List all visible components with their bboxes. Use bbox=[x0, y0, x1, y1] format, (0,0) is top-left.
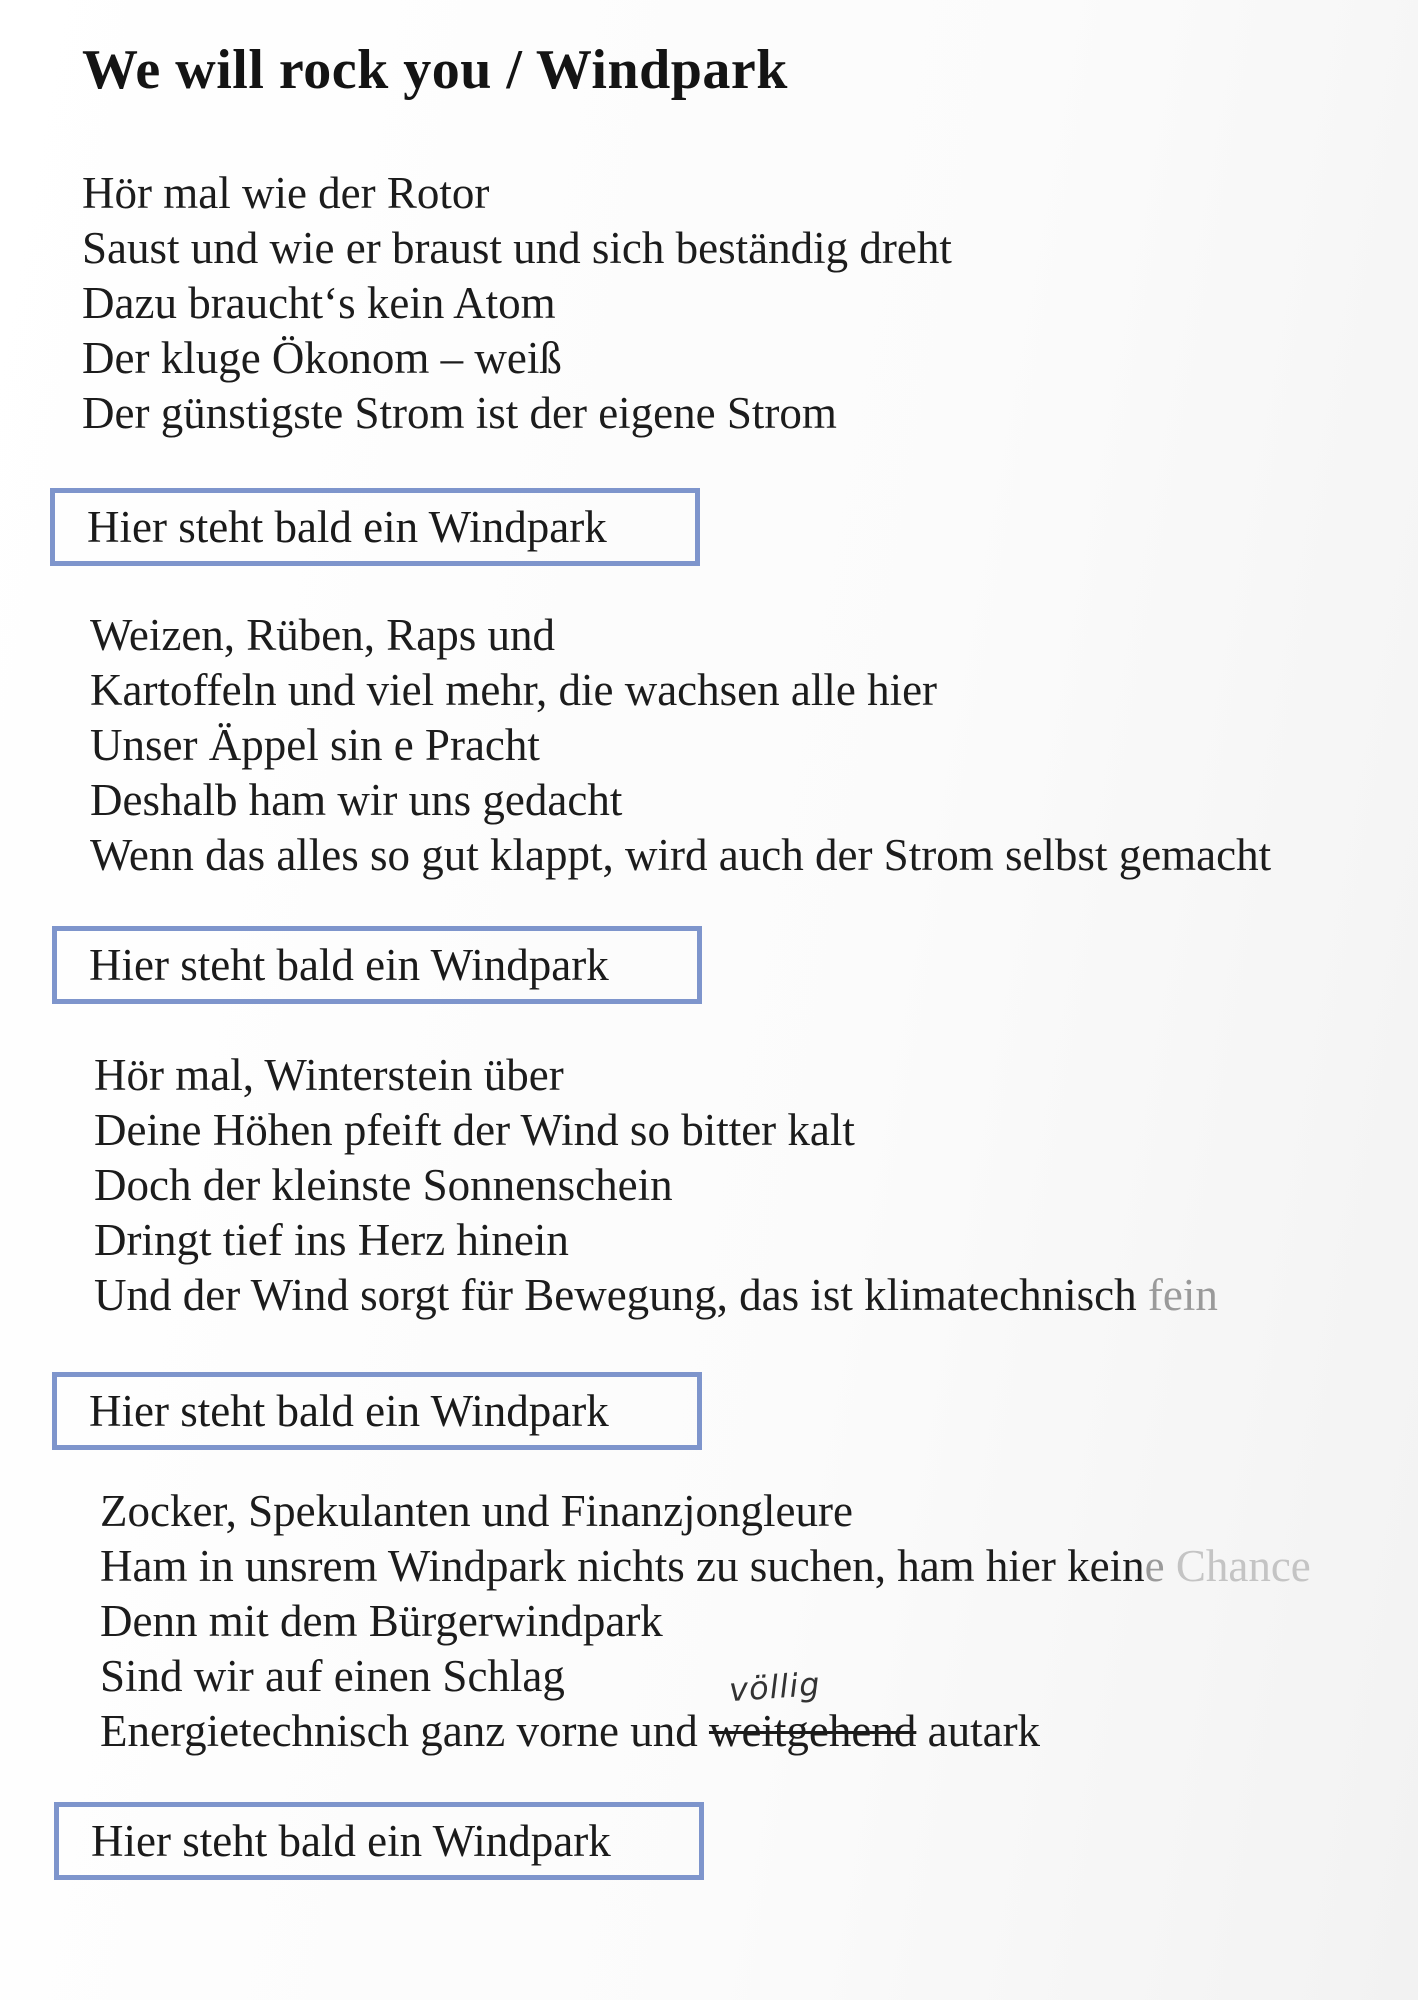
chorus-box bbox=[52, 926, 702, 1004]
chorus-text: Hier steht bald ein Windpark bbox=[89, 940, 609, 990]
chorus-text: Hier steht bald ein Windpark bbox=[91, 1816, 611, 1866]
verse-line-text: autark bbox=[916, 1706, 1041, 1756]
verse-line: Der kluge Ökonom – weiß bbox=[82, 333, 562, 383]
handwritten-correction: völlig bbox=[727, 1664, 822, 1710]
verse-line-text: Energietechnisch ganz vorne und bbox=[100, 1706, 709, 1756]
verse-line: Hör mal, Winterstein über bbox=[94, 1050, 564, 1100]
chorus-text: Hier steht bald ein Windpark bbox=[87, 502, 607, 552]
chorus-box bbox=[52, 1372, 702, 1450]
verse-line: Sind wir auf einen Schlag bbox=[100, 1651, 565, 1701]
verse-line: Kartoffeln und viel mehr, die wachsen alle hier bbox=[90, 665, 938, 715]
chorus-text: Hier steht bald ein Windpark bbox=[89, 1386, 609, 1436]
faded-word: fein bbox=[1147, 1270, 1218, 1320]
verse-2 bbox=[90, 608, 1271, 883]
verse-line: Saust und wie er braust und sich beständig dreht bbox=[82, 223, 952, 273]
verse-line: Dazu braucht‘s kein Atom bbox=[82, 278, 556, 328]
verse-line: Weizen, Rüben, Raps und bbox=[90, 610, 556, 660]
verse-line bbox=[94, 1268, 1218, 1323]
verse-line: Dringt tief ins Herz hinein bbox=[94, 1215, 569, 1265]
verse-line: Deshalb ham wir uns gedacht bbox=[90, 775, 623, 825]
verse-line: Hör mal wie der Rotor bbox=[82, 168, 490, 218]
struck-word-text: weitgehend bbox=[708, 1706, 917, 1756]
verse-line-text: Ham in unsrem Windpark nichts zu suchen, ham hier kein bbox=[100, 1541, 1145, 1591]
chorus-box bbox=[50, 488, 700, 566]
verse-line: Der günstigste Strom ist der eigene Strom bbox=[82, 388, 837, 438]
verse-line-text: Und der Wind sorgt für Bewegung, das ist klimatechnisch bbox=[94, 1270, 1148, 1320]
faded-letter: e bbox=[1144, 1541, 1165, 1591]
verse-line: Denn mit dem Bürgerwindpark bbox=[100, 1596, 663, 1646]
verse-4 bbox=[100, 1484, 1311, 1759]
faded-word: Chance bbox=[1164, 1541, 1311, 1591]
song-title: We will rock you / Windpark bbox=[82, 39, 788, 101]
verse-line: Wenn das alles so gut klappt, wird auch der Strom selbst gemacht bbox=[90, 830, 1272, 880]
struck-word bbox=[708, 1664, 917, 1756]
verse-1 bbox=[82, 166, 952, 441]
verse-3 bbox=[94, 1048, 1218, 1323]
chorus-box bbox=[54, 1802, 704, 1880]
verse-line: Doch der kleinste Sonnenschein bbox=[94, 1160, 673, 1210]
verse-line bbox=[100, 1539, 1311, 1594]
verse-line: Deine Höhen pfeift der Wind so bitter kalt bbox=[94, 1105, 855, 1155]
verse-line: Zocker, Spekulanten und Finanzjongleure bbox=[100, 1486, 853, 1536]
verse-line: Unser Äppel sin e Pracht bbox=[90, 720, 540, 770]
